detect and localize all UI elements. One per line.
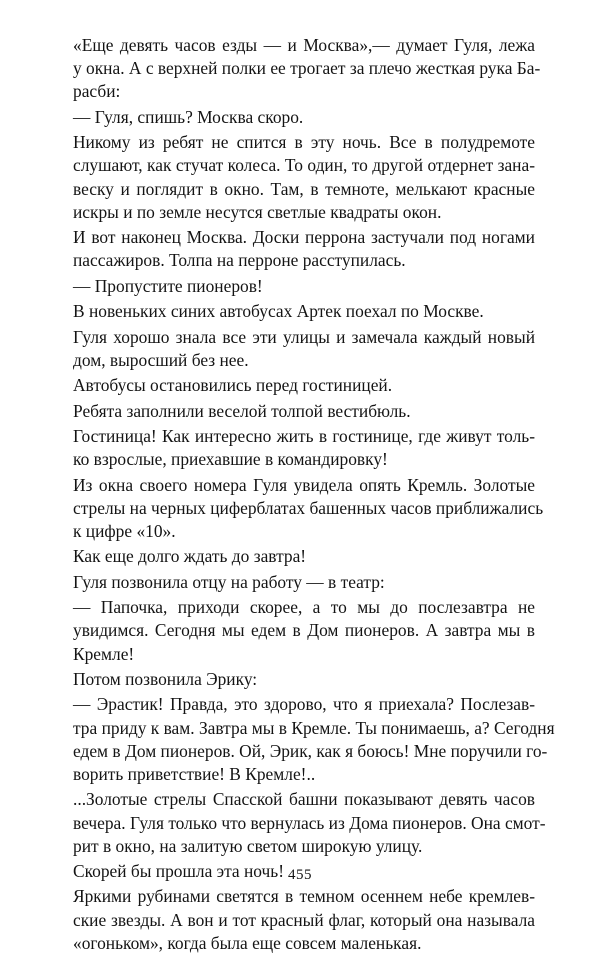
paragraph	[73, 571, 535, 594]
text-line: рит в окно, на залитую светом широкую улицу.	[73, 835, 423, 856]
text-line: у окна. А с верхней полки ее трогает за плечо жесткая рука Ба-	[73, 58, 541, 79]
paragraph	[73, 400, 535, 423]
paragraph	[73, 596, 535, 666]
text-line: веску и поглядит в окно. Там, в темноте, мелькают красные	[73, 178, 535, 199]
text-line: увидимся. Сегодня мы едем в Дом пионеров. А завтра мы в	[73, 620, 535, 641]
paragraph	[73, 545, 535, 568]
paragraph	[73, 788, 546, 858]
text-line: Гуля хорошо знала все эти улицы и замечала каждый новый	[73, 326, 535, 347]
text-line: — Гуля, спишь? Москва скоро.	[73, 106, 304, 127]
text-line: «Еще девять часов езды — и Москва»,— думает Гуля, лежа	[73, 35, 535, 55]
paragraph	[73, 34, 541, 104]
page-body	[73, 34, 555, 957]
text-line: — Пропустите пионеров!	[73, 275, 263, 296]
paragraph	[73, 106, 535, 129]
text-line: к цифре «10».	[73, 520, 176, 541]
text-line: едем в Дом пионеров. Ой, Эрик, как я боюсь! Мне поручили го-	[73, 740, 548, 761]
text-line: Как еще долго ждать до завтра!	[73, 546, 307, 567]
paragraph	[73, 693, 555, 786]
text-line: ворить приветствие! В Кремле!..	[73, 763, 316, 784]
text-line: Никому из ребят не спится в эту ночь. Все в полудремоте	[73, 132, 535, 153]
paragraph	[73, 885, 535, 955]
paragraph	[73, 374, 535, 397]
text-line: ские звезды. А вон и тот красный флаг, который она называла	[73, 909, 535, 930]
paragraph	[73, 300, 535, 323]
text-line: «огоньком», когда была еще совсем маленькая.	[73, 932, 422, 953]
text-line: Яркими рубинами светятся в темном осеннем небе кремлев-	[73, 886, 535, 907]
text-line: В новеньких синих автобусах Артек поехал по Москве.	[73, 301, 484, 322]
text-line: Автобусы остановились перед гостиницей.	[73, 375, 393, 396]
text-line: стрелы на черных циферблатах башенных часов приближались	[73, 497, 544, 518]
text-line: дом, выросший без нее.	[73, 349, 249, 370]
text-line: Гостиница! Как интересно жить в гостинице, где живут толь-	[73, 425, 535, 446]
paragraph	[73, 226, 535, 272]
text-line: ...Золотые стрелы Спасской башни показывают девять часов	[73, 789, 535, 810]
paragraph	[73, 326, 535, 372]
text-line: искры и по земле несутся светлые квадраты окон.	[73, 201, 442, 222]
paragraph	[73, 131, 535, 224]
text-line: тра приду к вам. Завтра мы в Кремле. Ты понимаешь, а? Сегодня	[73, 717, 555, 738]
text-line: Скорей бы прошла эта ночь!	[73, 861, 285, 882]
text-line: Кремле!	[73, 643, 135, 664]
text-line: И вот наконец Москва. Доски перрона застучали под ногами	[73, 227, 535, 248]
text-line: — Эрастик! Правда, это здорово, что я приехала? Послезав-	[73, 694, 535, 715]
text-line: Из окна своего номера Гуля увидела опять Кремль. Золотые	[73, 474, 535, 495]
paragraph	[73, 668, 535, 691]
paragraph	[73, 474, 544, 544]
text-line: ко взрослые, приехавшие в командировку!	[73, 449, 388, 470]
text-line: Ребята заполнили веселой толпой вестибюль.	[73, 400, 411, 421]
paragraph	[73, 275, 535, 298]
page-number: 455	[288, 867, 312, 883]
text-line: вечера. Гуля только что вернулась из Дома пионеров. Она смот-	[73, 812, 546, 833]
text-line: пассажиров. Толпа на перроне расступилась.	[73, 250, 406, 271]
text-line: — Папочка, приходи скорее, а то мы до послезавтра не	[73, 597, 535, 618]
text-line: Гуля позвонила отцу на работу — в театр:	[73, 571, 385, 592]
text-line: Потом позвонила Эрику:	[73, 668, 258, 689]
paragraph	[73, 425, 535, 471]
text-line: расби:	[73, 81, 121, 102]
text-line: слушают, как стучат колеса. То один, то другой отдернет зана-	[73, 155, 535, 176]
